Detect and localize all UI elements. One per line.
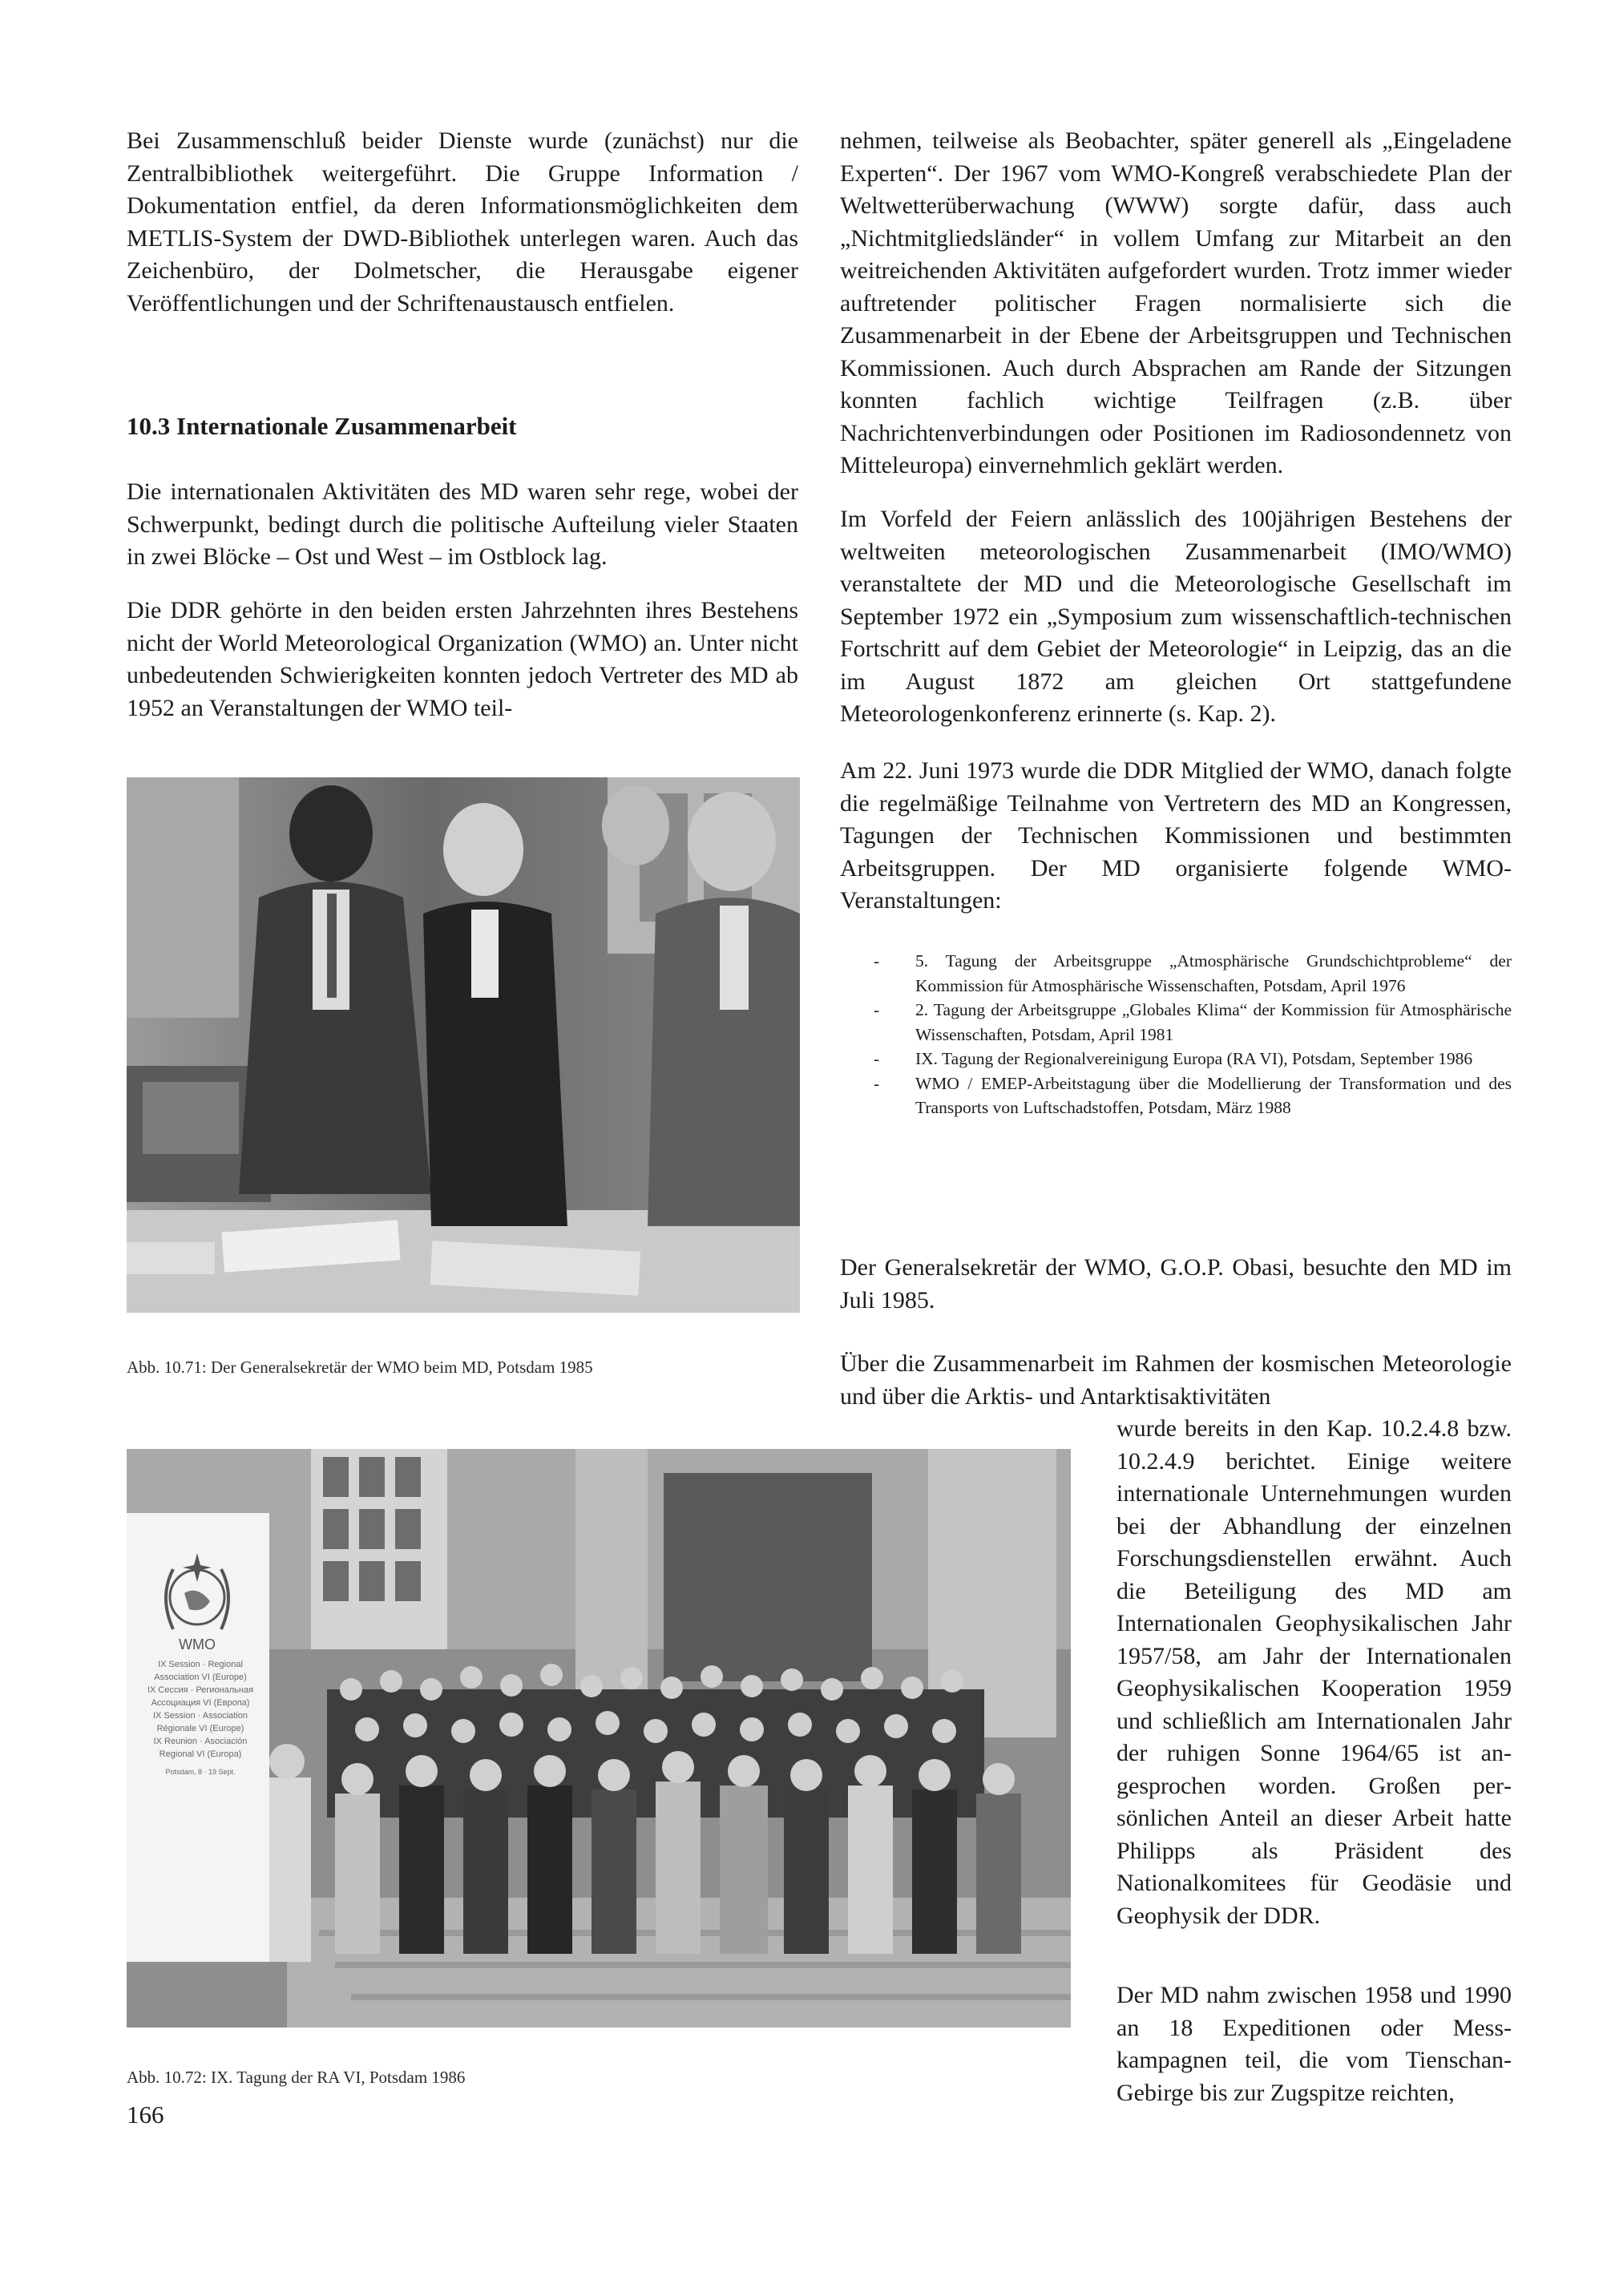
photo-secretary-general-visit — [127, 777, 800, 1313]
right-paragraph-2: Im Vorfeld der Feiern anlässlich des 100jährigen Bestehens der weltweiten meteorologischen Zusammenarbeit (IMO/WMO) veranstaltete der MD und die Meteorologische Gesellschaft im September 1972 ein „Symposium zum wissenschaftlich-technischen Fortschritt auf dem Gebiet der Meteorologie“ in Leipzig, das an die im August 1872 am gleichen Ort stattgefundene Meteorologenkonferenz erinnerte (s. Kap. 2). — [840, 506, 1512, 727]
list-dash: - — [874, 951, 880, 970]
section-heading: 10.3 Internationale Zusammenarbeit — [127, 412, 517, 440]
list-dash: - — [874, 1000, 880, 1019]
banner-line: Régionale VI (Europe) — [156, 1724, 244, 1733]
list-item — [874, 1047, 1512, 1071]
list-item — [874, 949, 1512, 998]
banner-line: IX Session · Regional — [158, 1660, 243, 1669]
left-paragraph-2: Die internationalen Aktivitäten des MD waren sehr rege, wobei der Schwerpunkt, bedingt durch die politische Aufteilung vieler Staaten in zwei Blöcke – Ost und West – im Ostblock lag. — [127, 478, 798, 570]
list-item-text: 2. Tagung der Arbeitsgruppe „Globales Klima“ der Kommission für Atmosphärische Wissenschaften, Potsdam, April 1981 — [915, 1000, 1512, 1044]
banner-line: IX Сессия · Региональная — [147, 1685, 254, 1695]
caption-figure-10-72: Abb. 10.72: IX. Tagung der RA VI, Potsdam 1986 — [127, 2068, 466, 2087]
page-number: 166 — [127, 2100, 164, 2129]
banner-line: IX Reunion · Asociación — [153, 1737, 248, 1746]
right-paragraph-4: Der Generalsekretär der WMO, G.O.P. Obasi, besuchte den MD im Juli 1985. — [840, 1254, 1512, 1313]
list-item — [874, 1071, 1512, 1120]
right-paragraph-6: Der MD nahm zwischen 1958 und 1990 an 18 Expeditionen oder Messkampagnen teil, die vom Tienschan-Gebirge bis zur Zugspitze reichten, — [1116, 1982, 1512, 2106]
left-intro-paragraph: Bei Zusammenschluß beider Dienste wurde (zunächst) nur die Zentralbibliothek weitergeführt. Die Gruppe Information / Dokumentation entfiel, da deren Informationsmöglichkeiten dem METLIS-System der DWD-Bibliothek unterlegen waren. Auch das Zeichenbüro, der Dolmetscher, die Herausgabe eigener Veröffentlichungen und der Schriftenaustausch entfielen. — [127, 127, 798, 317]
banner-logo-text: WMO — [179, 1636, 216, 1652]
banner-line: Potsdam, 8 · 19 Sept. — [165, 1768, 236, 1776]
right-paragraph-1: nehmen, teilweise als Beobachter, später generell als „Eingeladene Experten“. Der 1967 vom WMO-Kongreß verabschiedete Plan der Weltwetterüberwachung (WWW) sorgte dafür, dass auch „Nichtmitgliedsländer“ in vollem Umfang zur Mitarbeit an den weitreichenden Aktivitäten aufgefordert wurden. Trotz immer wieder auftretender politischer Fragen normalisierte sich die Zusammenarbeit in der Ebene der Arbeitsgruppen und Technischen Kommissionen. Auch durch Absprachen am Rande der Sitzungen konnten fachlich wichtige Teilfragen (z.B. über Nachrichtenverbindungen oder Positionen im Radiosondennetz von Mitteleuropa) einvernehmlich geklärt werden. — [840, 127, 1512, 478]
right-paragraph-5-narrow: wurde bereits in den Kap. 10.2.4.8 bzw. 10.2.4.9 berichtet. Einige weitere internationale Unternehmungen wurden bei der Abhandlung der einzelnen Forschungsdienstellen erwähnt. Auch die Beteiligung des MD am Internationalen Geophysikalischen Jahr 1957/58, am Jahr der Internationalen Geophysikalischen Kooperation 1959 und schließlich am Internationalen Jahr der ruhigen Sonne 1964/65 ist angesprochen worden. Großen persönlichen Anteil an dieser Arbeit hatte Philipps als Präsident des Nationalkomitees für Geodäsie und Geophysik der DDR. — [1116, 1415, 1512, 1929]
photo-ra-vi-group — [127, 1449, 1071, 2028]
caption-figure-10-71: Abb. 10.71: Der Generalsekretär der WMO beim MD, Potsdam 1985 — [127, 1358, 593, 1377]
list-item — [874, 998, 1512, 1047]
right-paragraph-3: Am 22. Juni 1973 wurde die DDR Mitglied der WMO, danach folgte die regelmäßige Teilnahme von Vertretern des MD an Kongressen, Tagungen der Technischen Kommissionen und bestimmten Arbeitsgruppen. Der MD organisierte folgende WMO-Veranstaltungen: — [840, 757, 1512, 914]
banner-line: Association VI (Europe) — [154, 1673, 247, 1682]
list-item-text: 5. Tagung der Arbeitsgruppe „Atmosphärische Grundschichtprobleme“ der Kommission für Atmosphärische Wissenschaften, Potsdam, April 1976 — [915, 951, 1512, 995]
list-item-text: WMO / EMEP-Arbeitstagung über die Modellierung der Transformation und des Transports von Luftschadstoffen, Potsdam, März 1988 — [915, 1073, 1512, 1117]
list-item-text: IX. Tagung der Regionalvereinigung Europa (RA VI), Potsdam, September 1986 — [915, 1049, 1473, 1068]
banner-line: Regional VI (Europa) — [159, 1749, 242, 1759]
list-dash: - — [874, 1049, 880, 1068]
wmo-events-list — [874, 949, 1512, 1120]
right-paragraph-5-wide: Über die Zusammenarbeit im Rahmen der kosmischen Meteorologie und über die Arktis- und Antarktisaktivitäten — [840, 1350, 1512, 1410]
banner-line: Ассоциация VI (Европа) — [151, 1698, 250, 1708]
banner-line: IX Session · Association — [152, 1711, 248, 1721]
list-dash: - — [874, 1073, 880, 1093]
left-paragraph-3: Die DDR gehörte in den beiden ersten Jahrzehnten ihres Bestehens nicht der World Meteorological Organization (WMO) an. Unter nicht unbedeutenden Schwierigkeiten konnten jedoch Vertreter des MD ab 1952 an Veranstaltungen der WMO teil- — [127, 597, 798, 721]
